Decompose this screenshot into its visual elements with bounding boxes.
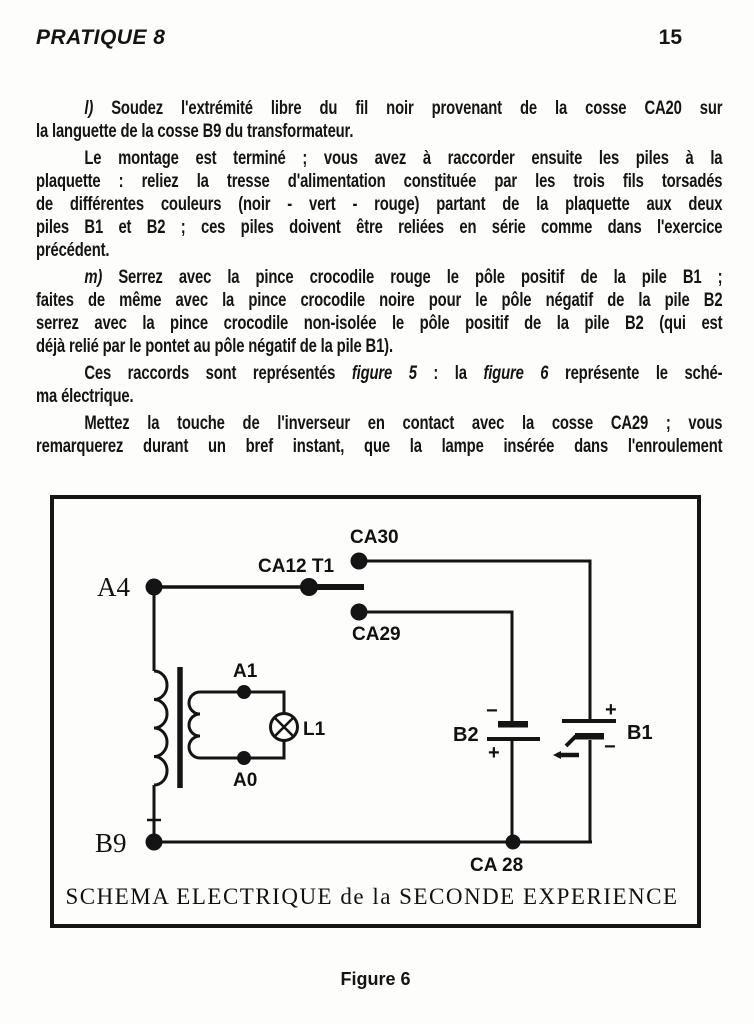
text-line	[36, 193, 722, 216]
b2-plus-sign: +	[488, 742, 500, 764]
label-b1: B1	[627, 722, 653, 744]
text-line	[36, 412, 722, 435]
node-a1	[237, 685, 251, 699]
text-segment: précédent.	[36, 240, 110, 261]
text-line	[36, 120, 722, 143]
text-segment: plaquette : reliez la tresse d'alimentation constituée par les trois fils torsadés	[36, 171, 723, 192]
label-ca29: CA29	[352, 624, 401, 645]
annotation-arrow-tip	[553, 751, 561, 759]
annotation-arrow-hook	[566, 736, 576, 746]
paragraph	[36, 147, 722, 262]
label-a1: A1	[233, 661, 258, 682]
text-segment: Soudez l'extrémité libre du fil noir provenant de la cosse CA20 sur	[93, 98, 723, 119]
text-line	[36, 216, 722, 239]
page-header-title: PRATIQUE 8	[36, 26, 166, 49]
label-a0: A0	[233, 770, 258, 791]
figure-title: SCHEMA ELECTRIQUE de la SECONDE EXPERIENCE	[65, 884, 679, 909]
node-ca28	[506, 835, 521, 850]
italic-text-segment: m)	[84, 267, 103, 288]
text-line	[36, 266, 722, 289]
node-ca29	[351, 604, 368, 621]
text-segment: représente le sché-	[548, 363, 723, 384]
text-segment: ma électrique.	[36, 386, 134, 407]
battery-b1-negative-plate	[575, 733, 604, 740]
text-segment: déjà relié par le pontet au pôle négatif de la pile B1).	[36, 336, 393, 357]
node-ca12	[300, 578, 318, 596]
text-line	[36, 435, 722, 458]
b2-minus-sign: −	[486, 700, 498, 722]
text-segment: Le montage est terminé ; vous avez à raccorder ensuite les piles à la	[84, 148, 723, 169]
b1-minus-sign: −	[604, 736, 616, 758]
node-a4	[146, 579, 163, 596]
italic-text-segment: figure 6	[483, 363, 549, 384]
text-segment: serrez avec la pince crocodile non-isolée le pôle positif de la pile B2 (qui est	[36, 313, 723, 334]
paragraph	[36, 362, 722, 408]
body-text	[36, 97, 722, 462]
label-ca12-t1: CA12 T1	[258, 556, 335, 577]
text-line	[36, 147, 722, 170]
figure-box	[50, 495, 701, 928]
italic-text-segment: l)	[84, 98, 94, 119]
label-l1: L1	[303, 719, 326, 740]
paragraph	[36, 266, 722, 358]
secondary-winding	[189, 692, 200, 758]
text-line	[36, 239, 722, 262]
text-segment: la languette de la cosse B9 du transformateur.	[36, 121, 354, 142]
text-segment: Mettez la touche de l'inverseur en contact avec la cosse CA29 ; vous	[84, 413, 723, 434]
text-segment: Ces raccords sont représentés	[84, 363, 352, 384]
label-b9: B9	[95, 828, 127, 858]
node-b9	[146, 834, 163, 851]
text-line	[36, 97, 722, 120]
text-line	[36, 362, 722, 385]
text-line	[36, 312, 722, 335]
text-line	[36, 289, 722, 312]
text-segment: : la	[416, 363, 484, 384]
text-line	[36, 335, 722, 358]
primary-winding	[154, 671, 167, 785]
label-a4: A4	[97, 572, 130, 602]
label-ca28: CA 28	[470, 855, 524, 876]
figure-caption: Figure 6	[340, 969, 411, 989]
schematic-figure-6	[54, 499, 697, 924]
text-segment: faites de même avec la pince crocodile noire pour le pôle négatif de la pile B2	[36, 290, 723, 311]
paragraph	[36, 412, 722, 458]
label-ca30: CA30	[350, 527, 399, 548]
node-a0	[237, 751, 251, 765]
text-segment: de différentes couleurs (noir - vert - rouge) partant de la plaquette aux deux	[36, 194, 723, 215]
text-line	[36, 385, 722, 408]
node-ca30	[351, 553, 368, 570]
text-segment: piles B1 et B2 ; ces piles doivent être reliées en série comme dans l'exercice	[36, 217, 723, 238]
b1-plus-sign: +	[605, 699, 617, 721]
battery-b2-positive-plate	[487, 737, 540, 741]
text-segment: remarquerez durant un bref instant, que la lampe insérée dans l'enroulement	[36, 436, 723, 457]
italic-text-segment: figure 5	[351, 363, 417, 384]
label-b2: B2	[453, 724, 479, 746]
battery-b2-negative-plate	[498, 721, 528, 728]
text-line	[36, 170, 722, 193]
page-number: 15	[658, 26, 682, 49]
paragraph	[36, 97, 722, 143]
text-segment: Serrez avec la pince crocodile rouge le pôle positif de la pile B1 ;	[102, 267, 723, 288]
